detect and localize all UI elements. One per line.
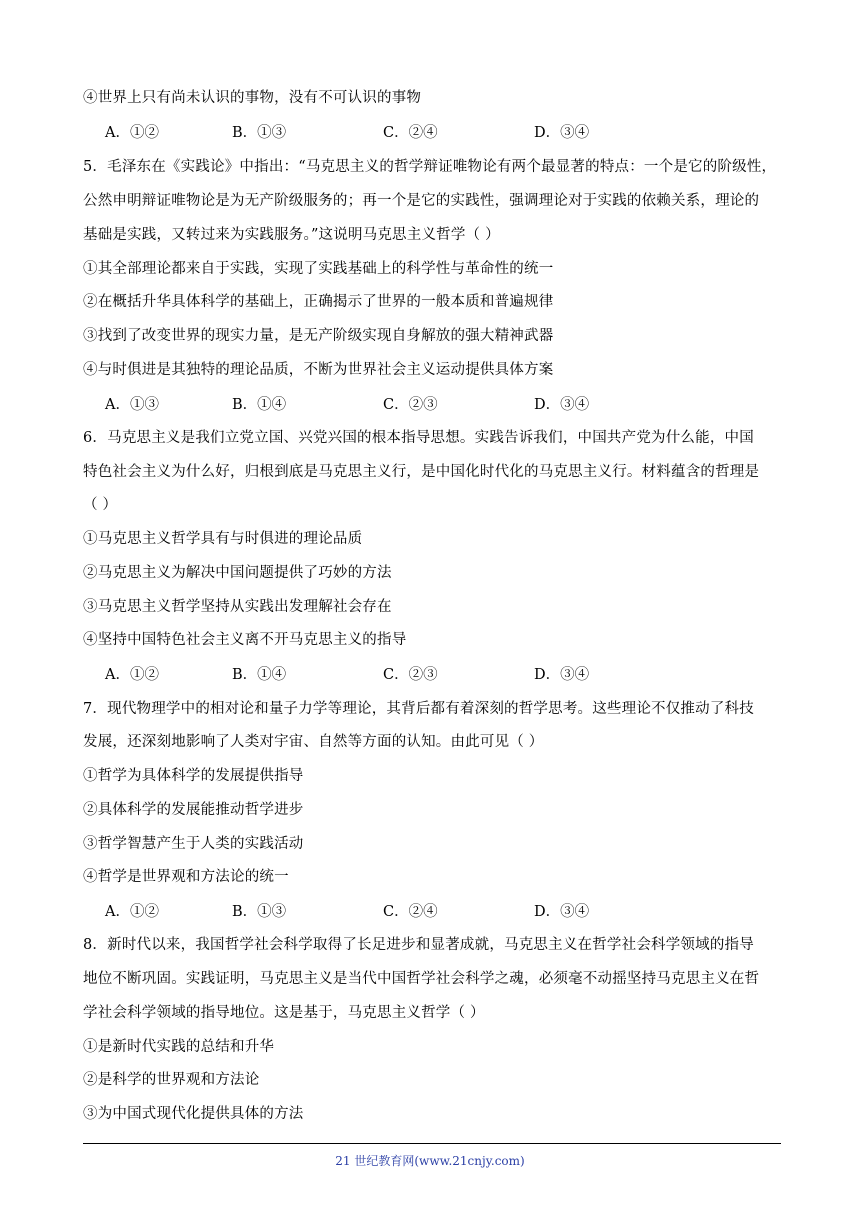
footer-site-link[interactable]: 21 世纪教育网(www.21cnjy.com) bbox=[335, 1154, 525, 1168]
q6-statement-1: ①马克思主义哲学具有与时俱进的理论品质 bbox=[83, 531, 363, 547]
q5-statement-4: ④与时俱进是其独特的理论品质，不断为世界社会主义运动提供具体方案 bbox=[83, 362, 554, 378]
q5-option-a: A．①③ bbox=[105, 397, 159, 413]
q7-statement-1: ①哲学为具体科学的发展提供指导 bbox=[83, 768, 304, 784]
q8-statement-1: ①是新时代实践的总结和升华 bbox=[83, 1039, 275, 1055]
q7-statement-3: ③哲学智慧产生于人类的实践活动 bbox=[83, 836, 304, 852]
q5-option-d: D．③④ bbox=[534, 397, 590, 413]
q5-stem-line-2: 公然申明辩证唯物论是为无产阶级服务的；再一个是它的实践性，强调理论对于实践的依赖关系，理论的 bbox=[83, 193, 760, 209]
q6-statement-4: ④坚持中国特色社会主义离不开马克思主义的指导 bbox=[83, 632, 407, 648]
q8-statement-2: ②是科学的世界观和方法论 bbox=[83, 1072, 260, 1088]
q7-option-b: B．①③ bbox=[232, 904, 287, 920]
q4-option-c: C．②④ bbox=[383, 125, 438, 141]
q5-option-c: C．②③ bbox=[383, 397, 438, 413]
q6-stem-line-3: （ ） bbox=[83, 497, 118, 513]
q6-option-b: B．①④ bbox=[232, 667, 287, 683]
q4-option-a: A．①② bbox=[105, 125, 159, 141]
q8-stem-line-3: 学社会科学领域的指导地位。这是基于，马克思主义哲学（ ） bbox=[83, 1005, 485, 1021]
q6-statement-2: ②马克思主义为解决中国问题提供了巧妙的方法 bbox=[83, 565, 392, 581]
q7-stem-line-1: 7．现代物理学中的相对论和量子力学等理论，其背后都有着深刻的哲学思考。这些理论不仅推动了科技 bbox=[83, 701, 754, 717]
q4-option-statement-4: ④世界上只有尚未认识的事物，没有不可认识的事物 bbox=[83, 90, 422, 106]
q4-option-d: D．③④ bbox=[534, 125, 590, 141]
q7-option-a: A．①② bbox=[105, 904, 159, 920]
q6-option-d: D．③④ bbox=[534, 667, 590, 683]
q8-stem-line-2: 地位不断巩固。实践证明，马克思主义是当代中国哲学社会科学之魂，必须毫不动摇坚持马克思主义在哲 bbox=[83, 971, 760, 987]
q6-option-c: C．②③ bbox=[383, 667, 438, 683]
q7-option-c: C．②④ bbox=[383, 904, 438, 920]
q5-statement-3: ③找到了改变世界的现实力量，是无产阶级实现自身解放的强大精神武器 bbox=[83, 328, 554, 344]
q6-statement-3: ③马克思主义哲学坚持从实践出发理解社会存在 bbox=[83, 599, 392, 615]
q5-statement-2: ②在概括升华具体科学的基础上，正确揭示了世界的一般本质和普遍规律 bbox=[83, 294, 554, 310]
q6-stem-line-1: 6．马克思主义是我们立党立国、兴党兴国的根本指导思想。实践告诉我们，中国共产党为什么能，中国 bbox=[83, 430, 754, 446]
q6-stem-line-2: 特色社会主义为什么好，归根到底是马克思主义行，是中国化时代化的马克思主义行。材料蕴含的哲理是 bbox=[83, 464, 760, 480]
q5-stem-line-1: 5．毛泽东在《实践论》中指出：“马克思主义的哲学辩证唯物论有两个最显著的特点：一个是它的阶级性， bbox=[83, 159, 777, 175]
q5-statement-1: ①其全部理论都来自于实践，实现了实践基础上的科学性与革命性的统一 bbox=[83, 261, 554, 277]
q7-statement-4: ④哲学是世界观和方法论的统一 bbox=[83, 869, 289, 885]
q7-stem-line-2: 发展，还深刻地影响了人类对宇宙、自然等方面的认知。由此可见（ ） bbox=[83, 734, 544, 750]
q7-statement-2: ②具体科学的发展能推动哲学进步 bbox=[83, 802, 304, 818]
q6-option-a: A．①② bbox=[105, 667, 159, 683]
footer-divider bbox=[83, 1143, 781, 1144]
q8-statement-3: ③为中国式现代化提供具体的方法 bbox=[83, 1106, 304, 1122]
q8-stem-line-1: 8．新时代以来，我国哲学社会科学取得了长足进步和显著成就，马克思主义在哲学社会科学领域的指导 bbox=[83, 937, 754, 953]
q4-option-b: B．①③ bbox=[232, 125, 287, 141]
q5-option-b: B．①④ bbox=[232, 397, 287, 413]
q5-stem-line-3: 基础是实践，又转过来为实践服务。”这说明马克思主义哲学（ ） bbox=[83, 227, 500, 243]
q7-option-d: D．③④ bbox=[534, 904, 590, 920]
